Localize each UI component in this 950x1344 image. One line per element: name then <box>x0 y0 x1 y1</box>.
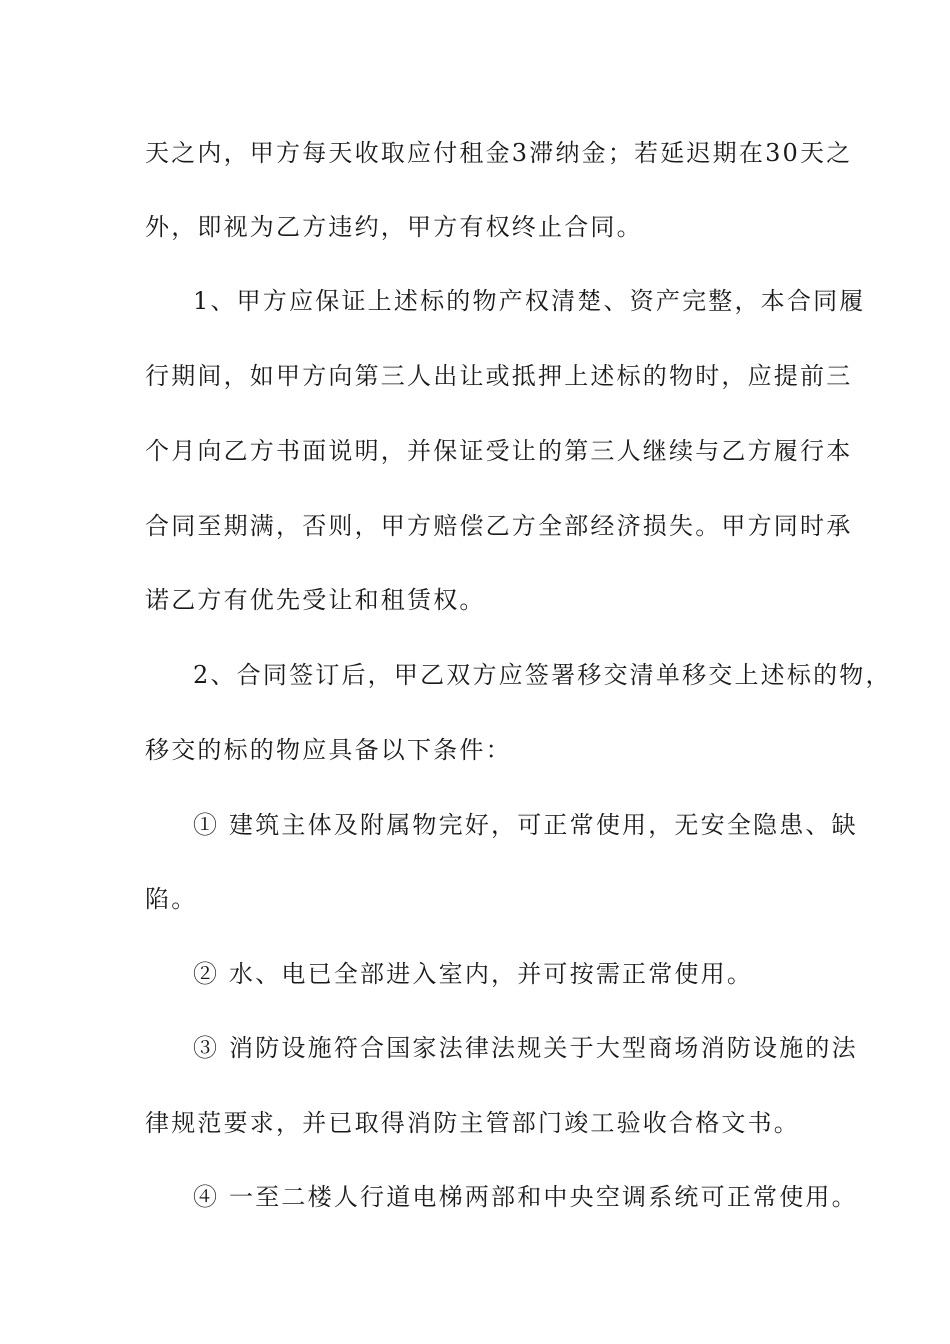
text-line: 合同至期满，否则，甲方赔偿乙方全部经济损失。甲方同时承 <box>145 512 853 540</box>
condition-4-line: ④ 一至二楼人行道电梯两部和中央空调系统可正常使用。 <box>193 1183 858 1211</box>
text-line: 行期间，如甲方向第三人出让或抵押上述标的物时，应提前三 <box>145 362 853 390</box>
text-line: 移交的标的物应具备以下条件： <box>145 736 512 764</box>
text-line: 个月向乙方书面说明，并保证受让的第三人继续与乙方履行本 <box>145 437 853 465</box>
text-line: 外，即视为乙方违约，甲方有权终止合同。 <box>145 213 643 241</box>
paragraph-1-line: 1、甲方应保证上述标的物产权清楚、资产完整，本合同履 <box>193 287 866 315</box>
condition-3-line: ③ 消防设施符合国家法律法规关于大型商场消防设施的法 <box>193 1034 858 1062</box>
paragraph-2-line: 2、合同签订后，甲乙双方应签署移交清单移交上述标的物， <box>193 661 892 689</box>
condition-2-line: ② 水、电已全部进入室内，并可按需正常使用。 <box>193 960 754 988</box>
condition-1-line: ① 建筑主体及附属物完好，可正常使用，无安全隐患、缺 <box>193 811 858 839</box>
text-line: 诺乙方有优先受让和租赁权。 <box>145 586 486 614</box>
text-line: 天之内，甲方每天收取应付租金3滞纳金；若延迟期在30天之 <box>145 139 853 167</box>
text-line: 陷。 <box>145 885 198 913</box>
text-line: 律规范要求，并已取得消防主管部门竣工验收合格文书。 <box>145 1109 800 1137</box>
